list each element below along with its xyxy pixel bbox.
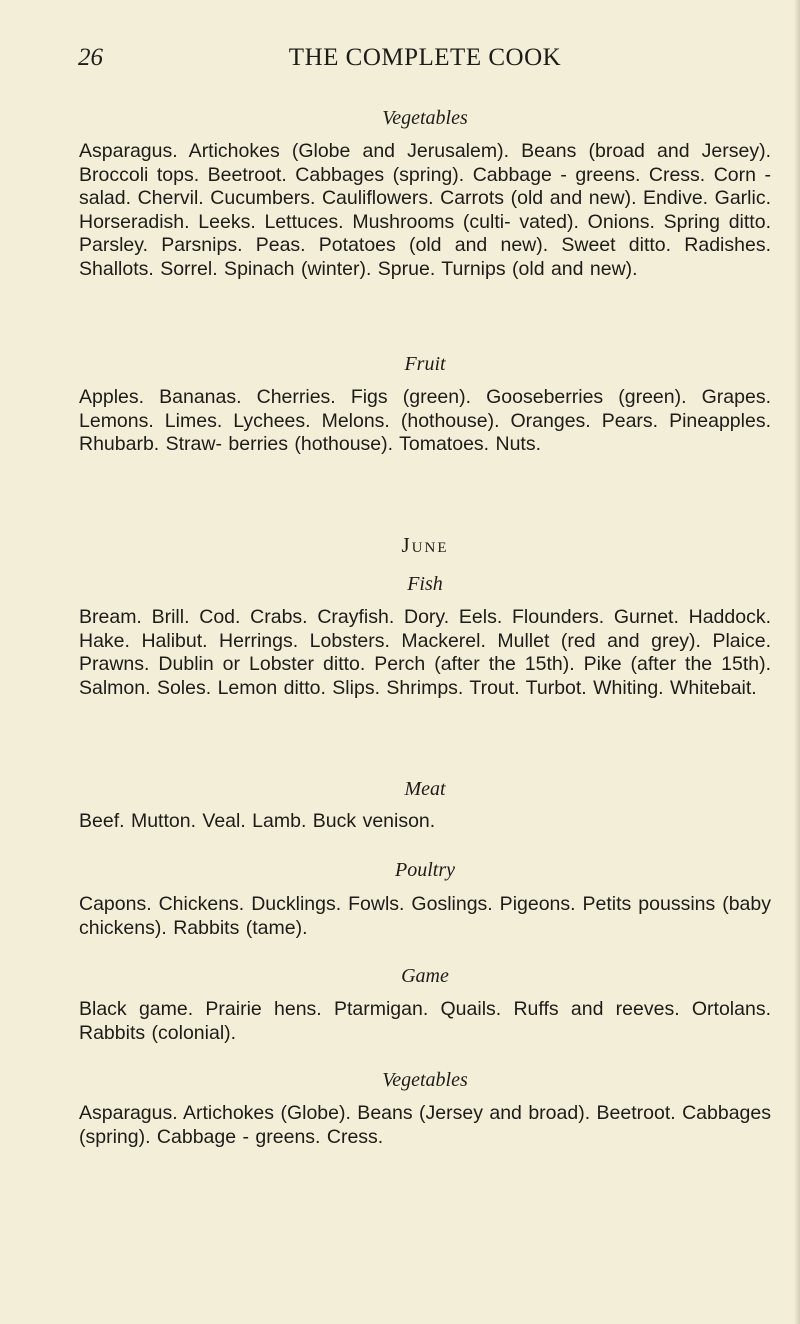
page-number: 26 [78, 44, 103, 71]
poultry-june-paragraph: Capons. Chickens. Ducklings. Fowls. Goslings. Pigeons. Petits poussins (baby chickens). Rabbits (tame). [79, 893, 771, 939]
fruit-may-paragraph: Apples. Bananas. Cherries. Figs (green). Gooseberries (green). Grapes. Lemons. Limes. Lychees. Melons. (hothouse). Oranges. Pears. Pineapples. Rhubarb. Straw- berries (hothouse). Tomatoes. Nuts. [79, 386, 771, 456]
game-june-paragraph: Black game. Prairie hens. Ptarmigan. Quails. Ruffs and reeves. Ortolans. Rabbits (colonial). [79, 998, 771, 1044]
vegetables-may-paragraph: Asparagus. Artichokes (Globe and Jerusalem). Beans (broad and Jersey). Broccoli tops. Beetroot. Cabbages (spring). Cabbage - greens. Cress. Corn - salad. Chervil. Cucumbers. Cauliflowers. Carrots (old and new). Endive. Garlic. Horseradish. Leeks. Lettuces. Mushrooms (culti- vated). Onions. Spring ditto. Parsley. Parsnips. Peas. Potatoes (old and new). Sweet ditto. Radishes. Shallots. Sorrel. Spinach (winter). Sprue. Turnips (old and new). [79, 140, 771, 280]
fish-june-paragraph: Bream. Brill. Cod. Crabs. Crayfish. Dory. Eels. Flounders. Gurnet. Haddock. Hake. Halibut. Herrings. Lobsters. Mackerel. Mullet (red and grey). Plaice. Prawns. Dublin or Lobster ditto. Perch (after the 15th). Pike (after the 15th). Salmon. Soles. Lemon ditto. Slips. Shrimps. Trout. Turbot. Whiting. Whitebait. [79, 606, 771, 699]
meat-june-heading: Meat [404, 778, 446, 800]
running-head [78, 44, 772, 76]
vegetables-june-heading: Vegetables [382, 1069, 468, 1091]
vegetables-may-heading: Vegetables [382, 107, 468, 129]
game-june-heading: Game [401, 965, 449, 987]
page-edge-shadow [794, 0, 800, 1324]
month-heading-june: June [401, 533, 449, 557]
vegetables-june-paragraph: Asparagus. Artichokes (Globe). Beans (Jersey and broad). Beetroot. Cabbages (spring). Cabbage - greens. Cress. [79, 1102, 771, 1148]
poultry-june-heading: Poultry [395, 859, 455, 881]
fish-june-heading: Fish [407, 573, 443, 595]
meat-june-paragraph: Beef. Mutton. Veal. Lamb. Buck venison. [79, 810, 436, 832]
fruit-may-heading: Fruit [404, 353, 446, 375]
book-title: THE COMPLETE COOK [288, 44, 562, 71]
